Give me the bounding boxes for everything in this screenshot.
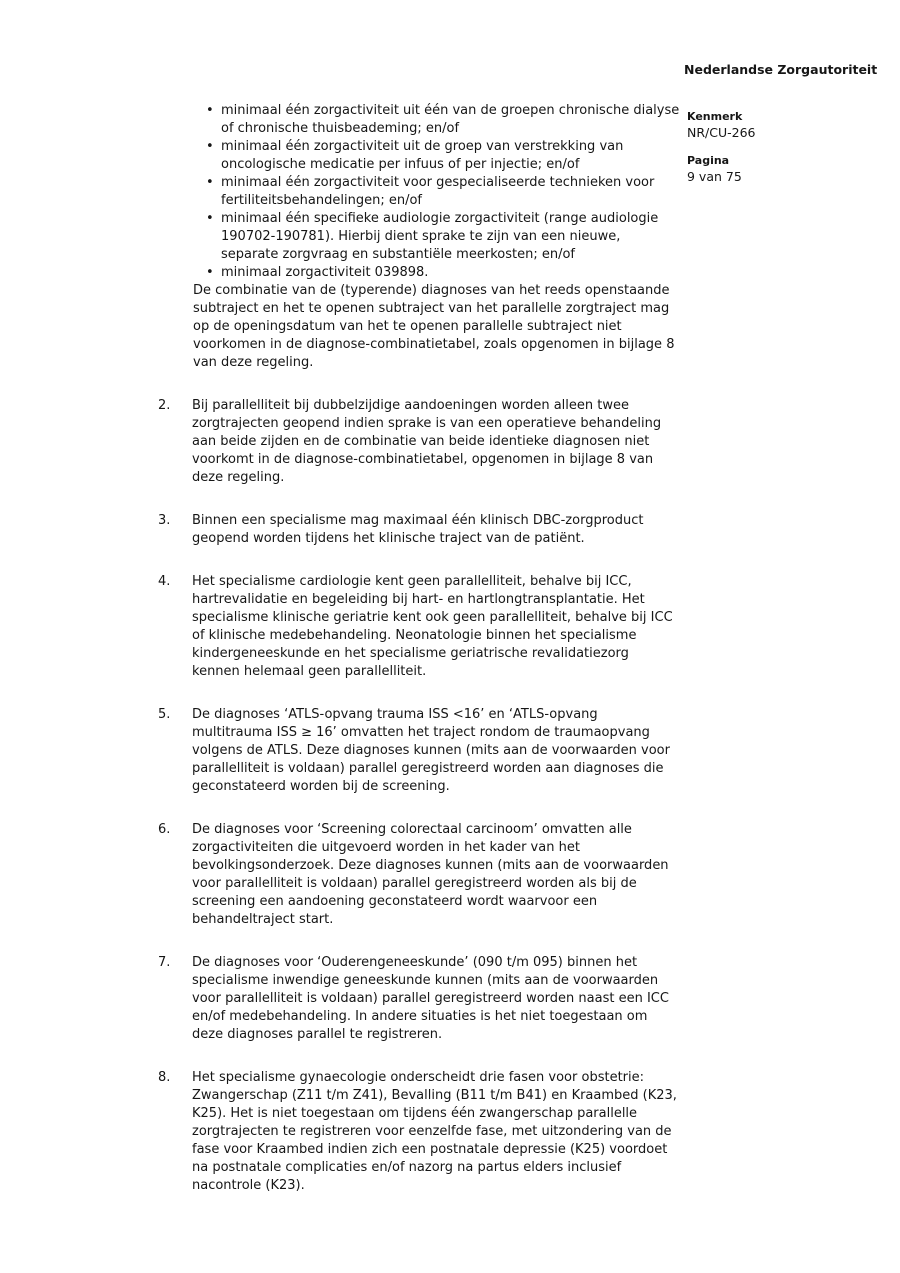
kenmerk-value: NR/CU-266 [687,125,756,140]
pagina-block [687,154,867,185]
org-name: Nederlandse Zorgautoriteit [684,62,878,77]
bullet-item: • minimaal één zorgactiviteit uit de groep van verstrekking van oncologische medicatie per infuus of per injectie; en/of [158,138,680,174]
numbered-item-5 [158,706,680,796]
item-text: De diagnoses voor ‘Screening colorectaal carcinoom’ omvatten alle zorgactiviteiten die uitgevoerd worden in het kader van het bevolkingsonderzoek. Deze diagnoses kunnen (mits aan de voorwaarden voor parallelliteit is voldaan) parallel geregistreerd worden als bij de screening een aandoening geconstateerd wordt waarvoor een behandeltraject start. [192,822,669,927]
numbered-item-8 [158,1069,680,1195]
item-number: 4. [158,574,171,589]
item-text: Het specialisme cardiologie kent geen parallelliteit, behalve bij ICC, hartrevalidatie en begeleiding bij hart- en hartlongtransplantatie. Het specialisme klinische geriatrie kent ook geen parallelliteit, behalve bij ICC of klinische medebehandeling. Neonatologie binnen het specialisme kindergeneeskunde en het specialisme geriatrische revalidatiezorg kennen helemaal geen parallelliteit. [192,574,673,679]
item-number: 7. [158,955,171,970]
numbered-item-7 [158,954,680,1044]
kenmerk-label: Kenmerk [687,110,743,123]
body-content [158,102,680,1195]
bullet-list [158,102,680,282]
bullet-item: • minimaal één zorgactiviteit uit één van de groepen chronische dialyse of chronische thuisbeademing; en/of [158,102,680,138]
meta-panel [687,110,867,198]
item-text: De diagnoses voor ‘Ouderengeneeskunde’ (090 t/m 095) binnen het specialisme inwendige geneeskunde kunnen (mits aan de voorwaarden voor parallelliteit is voldaan) parallel geregistreerd worden naast een ICC en/of medebehandeling. In andere situaties is het niet toegestaan om deze diagnoses parallel te registreren. [192,955,669,1042]
numbered-item-6 [158,821,680,929]
bullet-item: • minimaal één zorgactiviteit voor gespecialiseerde technieken voor fertiliteitsbehandelingen; en/of [158,174,680,210]
item-number: 2. [158,398,171,413]
item-number: 3. [158,513,171,528]
bullet-item: • minimaal één specifieke audiologie zorgactiviteit (range audiologie 190702-190781). Hierbij dient sprake te zijn van een nieuwe, separate zorgvraag en substantiële meerkosten; en/of [158,210,680,264]
item-number: 8. [158,1070,171,1085]
item-text: Binnen een specialisme mag maximaal één klinisch DBC-zorgproduct geopend worden tijdens het klinische traject van de patiënt. [192,513,644,546]
kenmerk-block [687,110,867,141]
item-number: 6. [158,822,171,837]
item-text: Het specialisme gynaecologie onderscheidt drie fasen voor obstetrie: Zwangerschap (Z11 t/m Z41), Bevalling (B11 t/m B41) en Kraambed (K23, K25). Het is niet toegestaan om tijdens één zwangerschap parallelle zorgtrajecten te registreren voor eenzelfde fase, met uitzondering van de fase voor Kraambed indien zich een postnatale depressie (K25) voordoet na postnatale complicaties en/of nazorg na partus elders inclusief nacontrole (K23). [192,1070,677,1193]
item-number: 5. [158,707,171,722]
pagina-label: Pagina [687,154,730,167]
item-text: Bij parallelliteit bij dubbelzijdige aandoeningen worden alleen twee zorgtrajecten geopend indien sprake is van een operatieve behandeling aan beide zijden en de combinatie van beide identieke diagnosen niet voorkomt in de diagnose-combinatietabel, opgenomen in bijlage 8 van deze regeling. [192,398,662,485]
item-text: De diagnoses ‘ATLS-opvang trauma ISS <16’ en ‘ATLS-opvang multitrauma ISS ≥ 16’ omvatten het traject rondom de traumaopvang volgens de ATLS. Deze diagnoses kunnen (mits aan de voorwaarden voor parallelliteit is voldaan) parallel geregistreerd worden aan diagnoses die geconstateerd worden bij de screening. [192,707,670,794]
numbered-item-4 [158,573,680,681]
closing-paragraph: De combinatie van de (typerende) diagnoses van het reeds openstaande subtraject en het te openen subtraject van het parallelle zorgtraject mag op de openingsdatum van het te openen parallelle subtraject niet voorkomen in de diagnose-combinatietabel, zoals opgenomen in bijlage 8 van deze regeling. [193,283,675,370]
numbered-item-2 [158,397,680,487]
pagina-value: 9 van 75 [687,169,742,184]
numbered-item-3 [158,512,680,548]
bullet-item: • minimaal zorgactiviteit 039898. [158,264,680,282]
